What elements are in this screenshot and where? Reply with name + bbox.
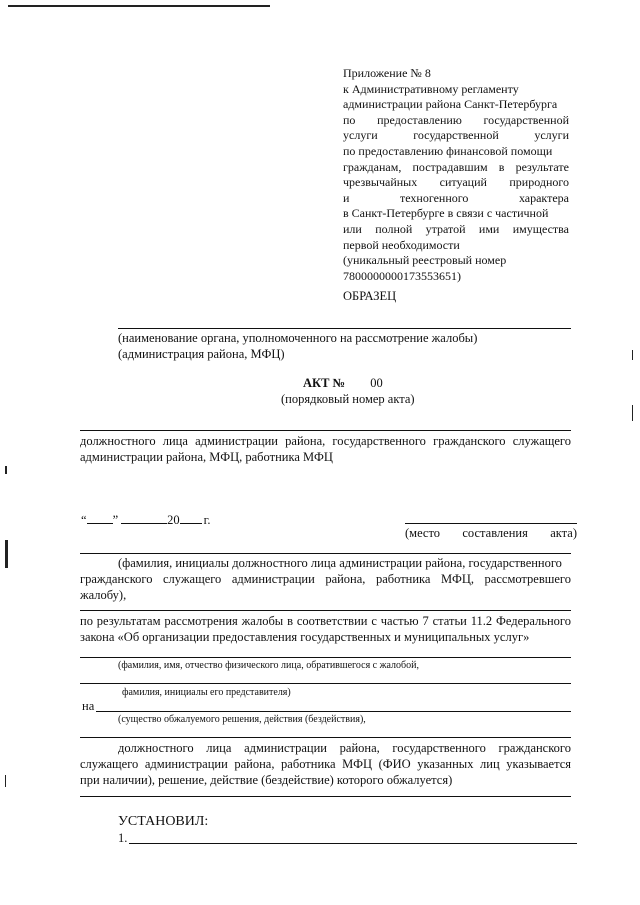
appendix-line (343, 253, 569, 269)
appendix-line (343, 269, 569, 285)
appendix-line (343, 206, 569, 222)
scan-artifact-left-tick (5, 775, 6, 787)
appendix-word: ими (478, 221, 500, 236)
date-close-quote: ” (112, 513, 119, 527)
authority-caption-2: (администрация района, МФЦ) (118, 347, 285, 361)
appendix-word: (уникальный реестровый номер (343, 253, 507, 268)
official-decision-line1: должностного лица администрации района, государственного гражданского (118, 741, 571, 755)
closing-line (80, 796, 571, 797)
appendix-word: администрации района Санкт-Петербурга (343, 97, 558, 112)
representative-line (80, 683, 571, 684)
appendix-word: государственной (413, 128, 499, 143)
appendix-word: по (343, 112, 356, 127)
scan-artifact-right-tick2 (632, 405, 633, 421)
official-decision-line2: служащего администрации района, работника МФЦ (ФИО указанных лиц указывается (80, 757, 571, 771)
appendix-line (343, 113, 569, 129)
representative-caption: фамилия, инициалы его представителя) (122, 687, 291, 698)
established-title: УСТАНОВИЛ: (118, 814, 209, 829)
official-decision-line3: при наличии), решение, действие (бездействие) которого обжалуется) (80, 773, 453, 787)
reviewer-caption-line3: жалобу), (80, 588, 127, 602)
appendix-header (343, 66, 569, 284)
reviewer-caption-line2: гражданского служащего администрации района, работника МФЦ, рассмотревшего (80, 572, 571, 586)
appendix-line (343, 160, 569, 176)
reviewer-caption-line1: (фамилия, инициалы должностного лица администрации района, государственного (118, 556, 562, 570)
reviewer-line (80, 553, 571, 554)
official-caption-line1: должностного лица администрации района, государственного гражданского служащего (80, 434, 571, 448)
place-word-2: составления (462, 526, 528, 540)
month-field[interactable] (121, 511, 167, 524)
appendix-word: полной (375, 221, 413, 236)
appendix-word: по предоставлению финансовой помощи (343, 143, 553, 158)
appendix-word: пострадавшим (412, 159, 488, 174)
appendix-line (343, 66, 569, 82)
appendix-word: предоставлению (377, 112, 462, 127)
appendix-word: техногенного (399, 190, 469, 205)
appendix-word: в Санкт-Петербурге в связи с частичной (343, 206, 549, 221)
appendix-word: государственной (483, 112, 569, 127)
appendix-word: услуги (534, 128, 569, 143)
act-title (303, 376, 383, 391)
authority-caption: (наименование органа, уполномоченного на рассмотрение жалобы) (118, 331, 478, 345)
decision-line (96, 711, 571, 712)
place-caption (405, 526, 577, 541)
result-line1: по результатам рассмотрения жалобы в соответствии с частью 7 статьи 11.2 Федерального (80, 614, 571, 628)
appendix-word: результате (515, 159, 569, 174)
applicant-line (80, 657, 571, 658)
result-line (80, 610, 571, 611)
scan-artifact-left-bar (5, 540, 8, 568)
established-item-1-line (129, 843, 577, 844)
official-line (80, 430, 571, 431)
place-word-1: (место (405, 526, 441, 540)
appendix-word: услуги (343, 128, 378, 143)
appendix-word: природного (509, 175, 569, 190)
applicant-caption: (фамилия, имя, отчество физического лица, обратившегося с жалобой, (118, 660, 419, 671)
scan-artifact-right-tick1 (632, 350, 633, 360)
act-number: 00 (370, 376, 383, 390)
act-title-label: АКТ № (303, 376, 346, 390)
result-line2: закона «Об организации предоставления государственных и муниципальных услуг» (80, 630, 530, 644)
authority-name-line (118, 328, 571, 329)
appendix-line (343, 128, 569, 144)
place-word-3: акта) (550, 526, 577, 540)
decision-caption: (существо обжалуемого решения, действия (бездействия), (118, 714, 366, 725)
decision-detail-line (80, 737, 571, 738)
year-suffix: г. (203, 513, 211, 527)
appendix-line (343, 97, 569, 113)
appendix-line (343, 238, 569, 254)
appendix-line (343, 222, 569, 238)
appendix-word: имущества (512, 221, 569, 236)
official-caption-line2: администрации района, МФЦ, работника МФЦ (80, 450, 333, 464)
sample-label: ОБРАЗЕЦ (343, 289, 397, 303)
date-open-quote: “ (81, 513, 87, 527)
scan-artifact-left-mark (5, 466, 7, 474)
appendix-line (343, 191, 569, 207)
day-field[interactable] (87, 511, 113, 524)
appendix-line (343, 175, 569, 191)
year-prefix: 20 (167, 513, 180, 527)
scan-artifact-top (8, 5, 270, 7)
appendix-word: ситуаций (439, 175, 487, 190)
appendix-word: в (498, 159, 505, 174)
appendix-word: 7800000000173553651) (343, 268, 461, 283)
appendix-word: Приложение № 8 (343, 66, 431, 80)
appendix-word: или (343, 221, 362, 236)
on-label: на (82, 699, 95, 713)
established-item-1: 1. (118, 831, 128, 845)
appendix-word: характера (518, 190, 569, 205)
appendix-word: гражданам, (343, 159, 402, 174)
appendix-word: чрезвычайных (343, 175, 418, 190)
appendix-word: и (343, 190, 350, 205)
year-field[interactable] (180, 511, 202, 524)
appendix-line (343, 82, 569, 98)
appendix-line (343, 144, 569, 160)
date-line (81, 511, 210, 528)
appendix-word: к Административному регламенту (343, 81, 519, 96)
act-subtitle: (порядковый номер акта) (281, 392, 415, 406)
appendix-word: утратой (425, 221, 466, 236)
place-line (405, 523, 577, 524)
appendix-word: первой необходимости (343, 237, 460, 252)
